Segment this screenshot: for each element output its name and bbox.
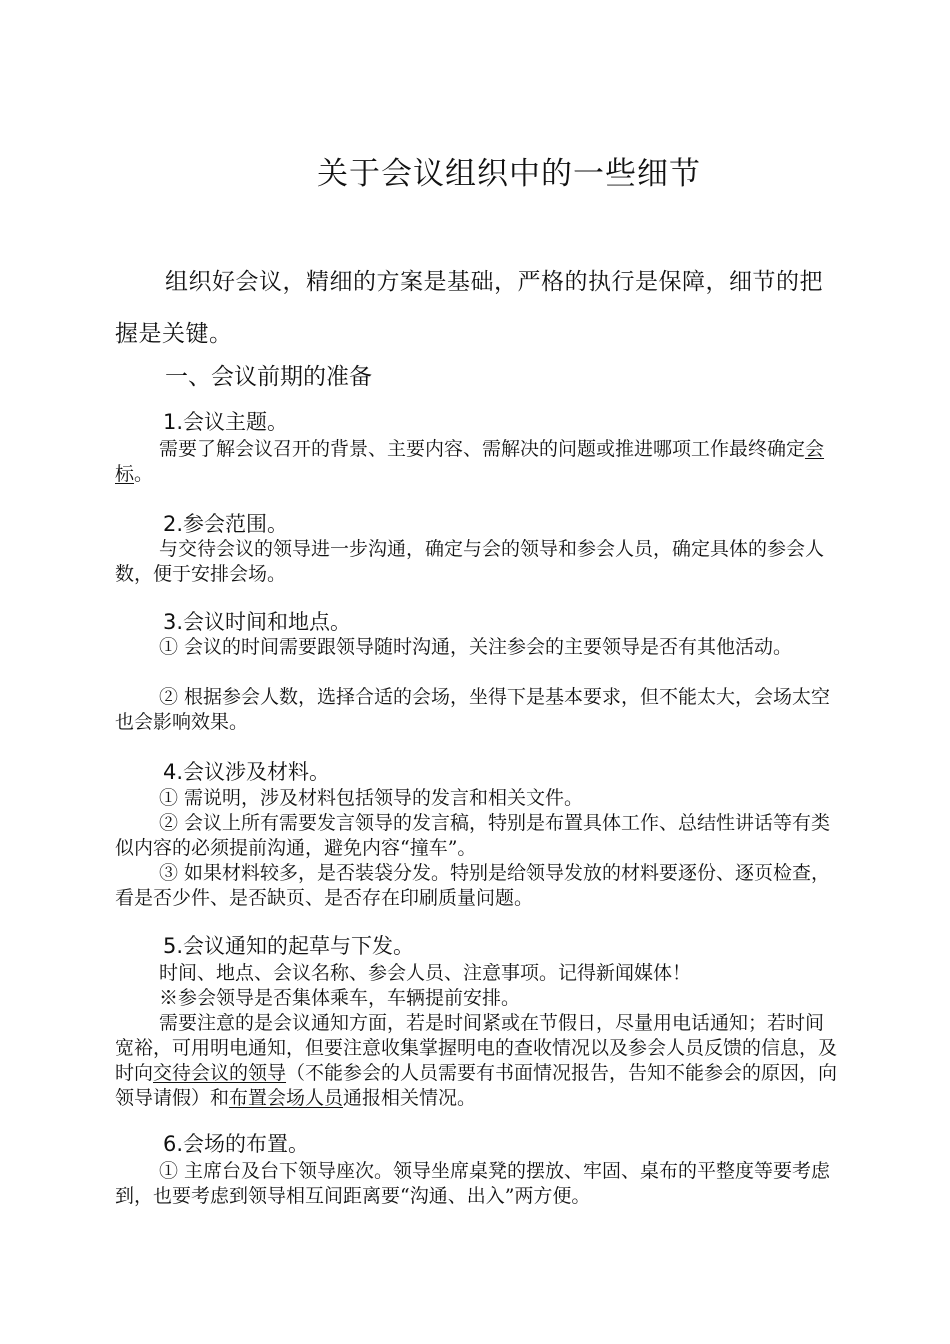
section-5-heading (163, 930, 414, 960)
section-5-underlined-leader: 交待会议的领导 (153, 1062, 287, 1084)
section-5-underlined-staff: 布置会场人员 (229, 1087, 344, 1109)
section-1-paragraph (115, 437, 840, 487)
section-5-paragraph-3 (115, 1011, 840, 1111)
section-5-paragraph-2: ※参会领导是否集体乘车，车辆提前安排。 (159, 987, 521, 1009)
section-1-text: 需要了解会议召开的背景、主要内容、需解决的问题或推进哪项工作最终确定 (159, 438, 806, 460)
section-2-number: 2. (163, 512, 184, 536)
section-5-paragraph-1: 时间、地点、会议名称、参会人员、注意事项。记得新闻媒体！ (159, 962, 692, 984)
section-2-title: 参会范围。 (183, 512, 289, 536)
section-4-heading (163, 756, 330, 786)
section-5-text-b: （不能参会的人员需要有书面情况报告，告知不能参会的原因，向领导请假）和 (115, 1062, 838, 1109)
section-6-paragraph-1: ① 主席台及台下领导座次。领导坐席桌凳的摆放、牢固、桌布的平整度等要考虑到，也要考虑到领导相互间距离要“沟通、出入”两方便。 (115, 1160, 831, 1207)
section-4-number: 4. (163, 760, 184, 784)
section-3-number: 3. (163, 610, 184, 634)
section-1-heading (163, 406, 288, 436)
section-6-title: 会场的布置。 (183, 1132, 310, 1156)
section-5-text-c: 通报相关情况。 (343, 1087, 477, 1109)
section-1-underlined-text: 会标 (115, 438, 825, 485)
section-4-paragraph-1: ① 需说明，涉及材料包括领导的发言和相关文件。 (159, 787, 584, 809)
section-5-text-a: 需要注意的是会议通知方面，若是时间紧或在节假日，尽量用电话通知；若时间宽裕，可用明电通知，但要注意收集掌握明电的查收情况以及参会人员反馈的信息，及时向 (115, 1012, 838, 1084)
section-3-title: 会议时间和地点。 (183, 610, 352, 634)
document-title: 关于会议组织中的一些细节 (317, 156, 701, 192)
section-3-heading (163, 606, 351, 636)
section-4-paragraph-3: ③ 如果材料较多，是否装袋分发。特别是给领导发放的材料要逐份、逐页检查，看是否少件、是否缺页、是否存在印刷质量问题。 (115, 862, 831, 909)
section-4-paragraph-2: ② 会议上所有需要发言领导的发言稿，特别是布置具体工作、总结性讲话等有类似内容的必须提前沟通，避免内容“撞车”。 (115, 812, 831, 859)
section-2-paragraph: 与交待会议的领导进一步沟通，确定与会的领导和参会人员，确定具体的参会人数，便于安排会场。 (115, 538, 825, 585)
section-5-title: 会议通知的起草与下发。 (183, 934, 415, 958)
section-1-text-end: 。 (134, 463, 154, 485)
section-1-number: 1. (163, 410, 184, 434)
section-4-title: 会议涉及材料。 (183, 760, 331, 784)
section-1-title: 会议主题。 (183, 410, 289, 434)
section-6-heading (163, 1128, 309, 1158)
intro-paragraph: 组织好会议，精细的方案是基础，严格的执行是保障，细节的把握是关键。 (115, 269, 823, 347)
section-3-paragraph-2: ② 根据参会人数，选择合适的会场，坐得下是基本要求，但不能太大，会场太空也会影响效果。 (115, 686, 831, 733)
part1-heading: 一、会议前期的准备 (165, 364, 372, 390)
section-6-number: 6. (163, 1132, 184, 1156)
section-2-heading (163, 508, 288, 538)
section-5-number: 5. (163, 934, 184, 958)
section-3-paragraph-1: ① 会议的时间需要跟领导随时沟通，关注参会的主要领导是否有其他活动。 (159, 636, 793, 658)
